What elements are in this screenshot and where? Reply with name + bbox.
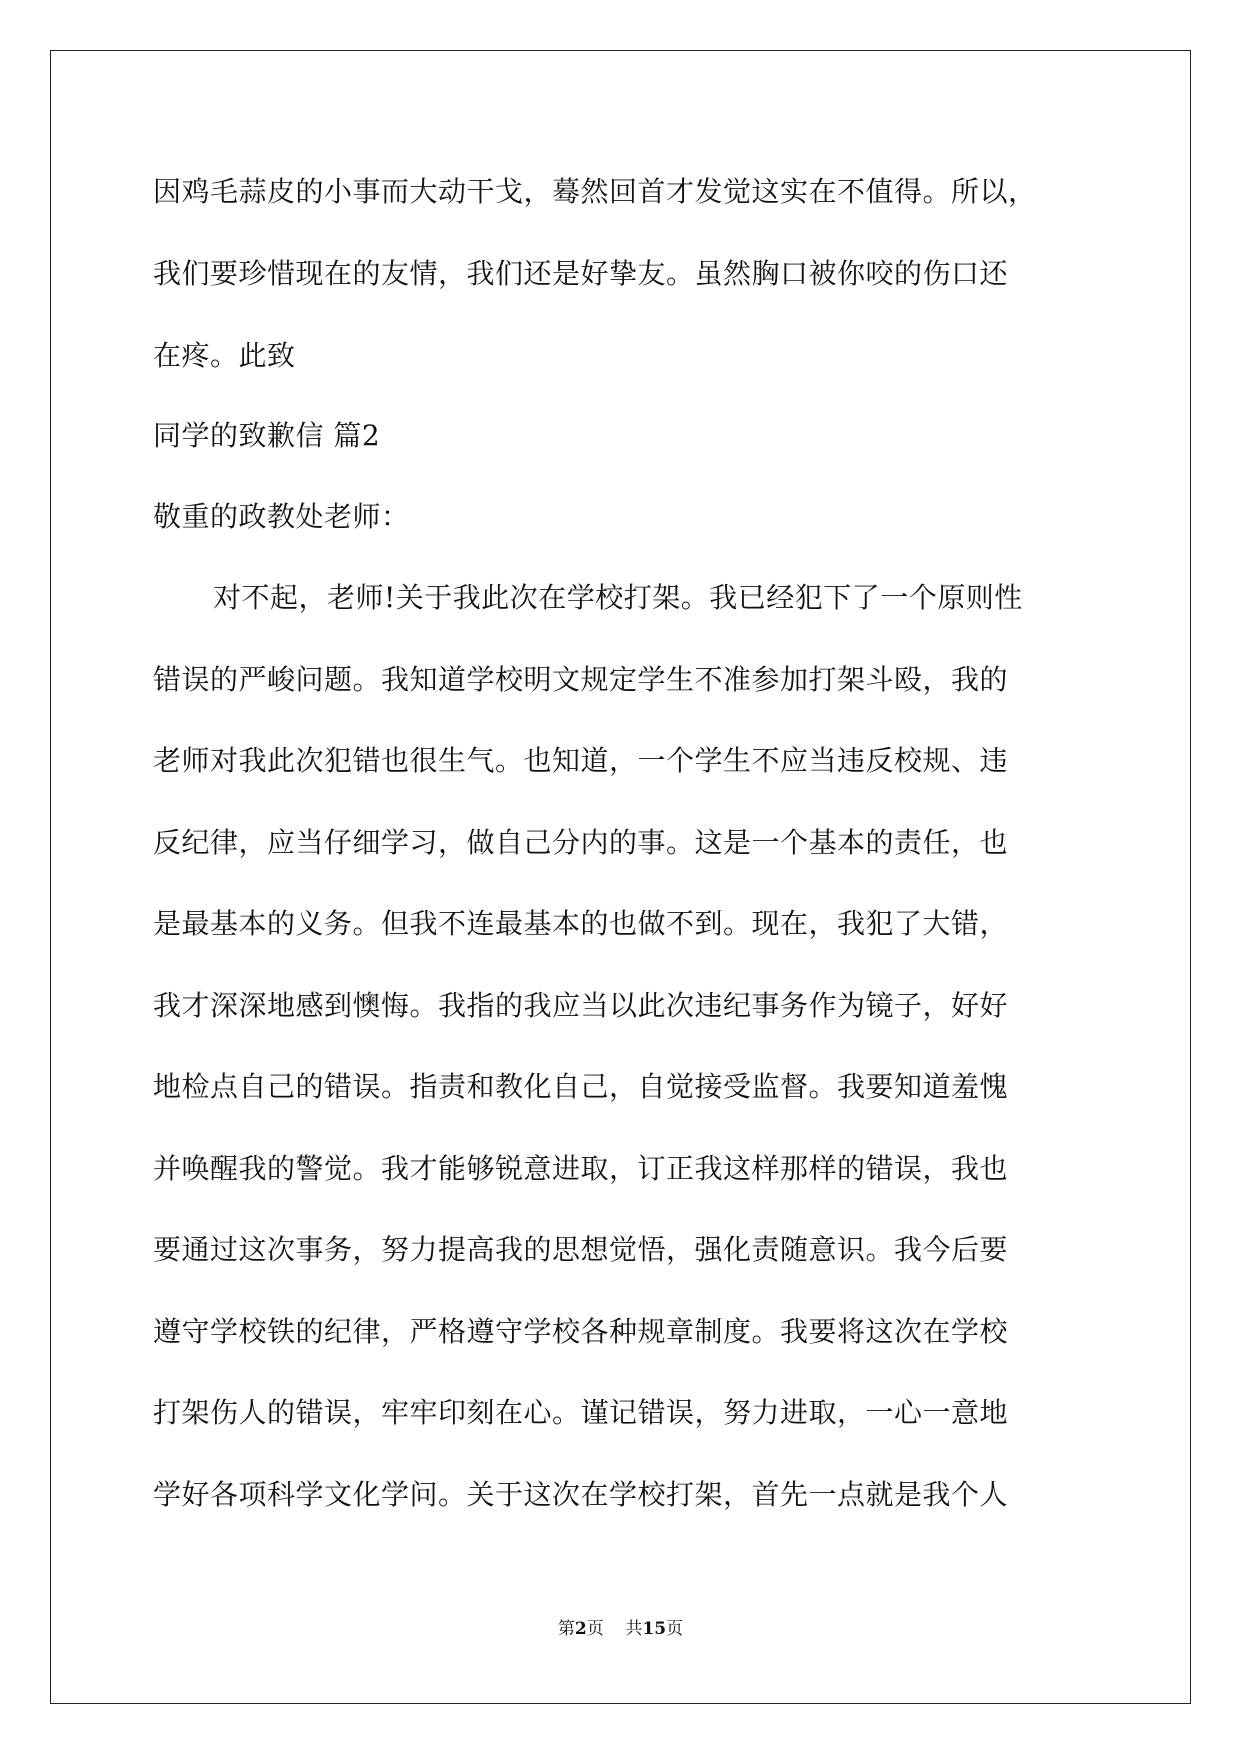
footer-page-prefix: 第: [557, 1619, 575, 1639]
body-text-line: 打架伤人的错误，牢牢印刻在心。谨记错误，努力进取，一心一意地: [153, 1396, 1009, 1429]
page-footer: [0, 1618, 1241, 1640]
page-border: [50, 50, 1191, 1704]
body-text-line: 在疼。此致: [153, 339, 296, 372]
body-text-line: 我才深深地感到懊悔。我指的我应当以此次违纪事务作为镜子，好好: [153, 989, 1009, 1022]
footer-total-number: 15: [642, 1619, 667, 1639]
body-text-line: 因鸡毛蒜皮的小事而大动干戈，蓦然回首才发觉这实在不值得。所以，: [153, 175, 1037, 208]
footer-page-number: 2: [574, 1619, 587, 1639]
body-text-line: 要通过这次事务，努力提高我的思想觉悟，强化责随意识。我今后要: [153, 1233, 1009, 1266]
body-text-line: 我们要珍惜现在的友情，我们还是好挚友。虽然胸口被你咬的伤口还: [153, 257, 1009, 290]
body-text-line: 老师对我此次犯错也很生气。也知道，一个学生不应当违反校规、违: [153, 744, 1009, 777]
body-text-line: 是最基本的义务。但我不连最基本的也做不到。现在，我犯了大错，: [153, 907, 1009, 940]
body-text-line: 并唤醒我的警觉。我才能够锐意进取，订正我这样那样的错误，我也: [153, 1152, 1009, 1185]
body-text-line: 反纪律，应当仔细学习，做自己分内的事。这是一个基本的责任，也: [153, 826, 1009, 859]
body-text-line: 地检点自己的错误。指责和教化自己，自觉接受监督。我要知道羞愧: [153, 1070, 1009, 1103]
body-text-line: 学好各项科学文化学问。关于这次在学校打架，首先一点就是我个人: [153, 1478, 1009, 1511]
body-text-line: 遵守学校铁的纪律，严格遵守学校各种规章制度。我要将这次在学校: [153, 1315, 1009, 1348]
footer-total-suffix: 页: [666, 1619, 684, 1639]
footer-page-suffix: 页: [586, 1619, 604, 1639]
salutation: 敬重的政教处老师：: [153, 500, 410, 533]
footer-total-prefix: 共: [625, 1619, 643, 1639]
body-text-line: 错误的严峻问题。我知道学校明文规定学生不准参加打架斗殴，我的: [153, 663, 1009, 696]
body-text-line: 对不起，老师!关于我此次在学校打架。我已经犯下了一个原则性: [213, 581, 1023, 614]
section-heading: 同学的致歉信 篇2: [153, 419, 381, 452]
